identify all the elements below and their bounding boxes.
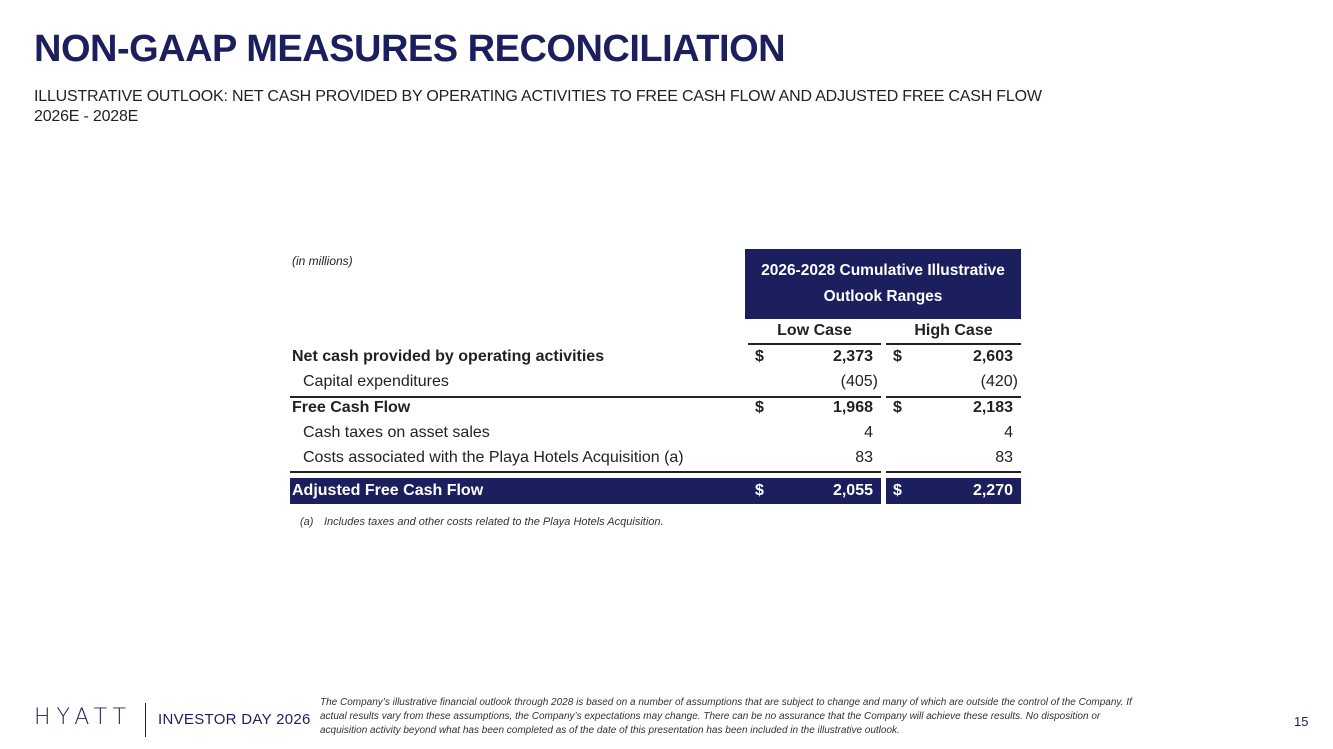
total-rule-left [290,471,881,473]
column-header-low-case: Low Case [777,322,852,339]
row-label: Capital expenditures [303,373,449,390]
low-value: 4 [864,424,873,441]
row-label: Cash taxes on asset sales [303,424,490,441]
table-row-net-cash [290,346,1021,370]
low-value: 2,373 [832,348,873,365]
row-label: Net cash provided by operating activities [292,348,605,365]
high-currency-sign: $ [893,482,902,499]
row-label: Free Cash Flow [292,399,411,416]
low-value: 1,968 [832,399,873,416]
high-value: (420) [980,373,1018,390]
low-currency-sign: $ [755,399,764,416]
low-value: (405) [840,373,878,390]
subtitle-line-2: 2026E - 2028E [34,108,139,125]
footnote-mark: (a) [300,516,314,528]
event-label: INVESTOR DAY 2026 [158,711,311,728]
footnote-text: Includes taxes and other costs related to the Playa Hotels Acquisition. [324,516,664,528]
total-rule-right [886,471,1021,473]
high-value: 4 [1004,424,1013,441]
subtitle-line-1: ILLUSTRATIVE OUTLOOK: NET CASH PROVIDED BY OPERATING ACTIVITIES TO FREE CASH FLOW AND ADJUSTED FREE CASH FLOW [34,88,1042,105]
table-row-free-cash-flow [290,397,1021,421]
hyatt-logo: HYATT [34,705,133,730]
table-footnote [300,516,664,528]
low-value: 83 [855,449,873,466]
page-subtitle [34,87,1042,127]
table-row-cash-taxes [290,422,1021,446]
high-value: 83 [995,449,1013,466]
group-header-line-2: Outlook Ranges [823,288,943,305]
low-currency-sign: $ [755,348,764,365]
high-value: 2,183 [972,399,1013,416]
high-value: 2,603 [972,348,1013,365]
row-label: Costs associated with the Playa Hotels Acquisition (a) [303,449,684,466]
page-title: NON-GAAP MEASURES RECONCILIATION [34,28,786,70]
low-value: 2,055 [832,482,873,499]
group-header-line-1: 2026-2028 Cumulative Illustrative [761,262,1005,279]
low-currency-sign: $ [755,482,764,499]
column-header-underline-high [886,343,1021,345]
high-value: 2,270 [972,482,1013,499]
high-currency-sign: $ [893,399,902,416]
row-label: Adjusted Free Cash Flow [292,482,484,499]
column-header-underline-low [748,343,881,345]
units-note: (in millions) [292,254,353,268]
table-row-playa-costs [290,447,1021,471]
page-number: 15 [1294,714,1309,729]
table-group-header [745,249,1021,319]
disclaimer-text: The Company’s illustrative financial outlook through 2028 is based on a number of assumptions that are subject to change and many of which are outside the control of the Company. If actual results vary from these assumptions, the Company’s expectations may change. There can be no assurance that the Company will achieve these results. No disposition or acquisition activity beyond what has been completed as of the date of this presentation has been included in the illustrative outlook. [320,697,1132,736]
high-currency-sign: $ [893,348,902,365]
table-row-adjusted-free-cash-flow [290,478,1021,504]
total-column-gap [881,478,886,504]
footer-divider [145,703,146,737]
table-row-capex [290,371,1021,395]
column-header-high-case: High Case [914,322,993,339]
